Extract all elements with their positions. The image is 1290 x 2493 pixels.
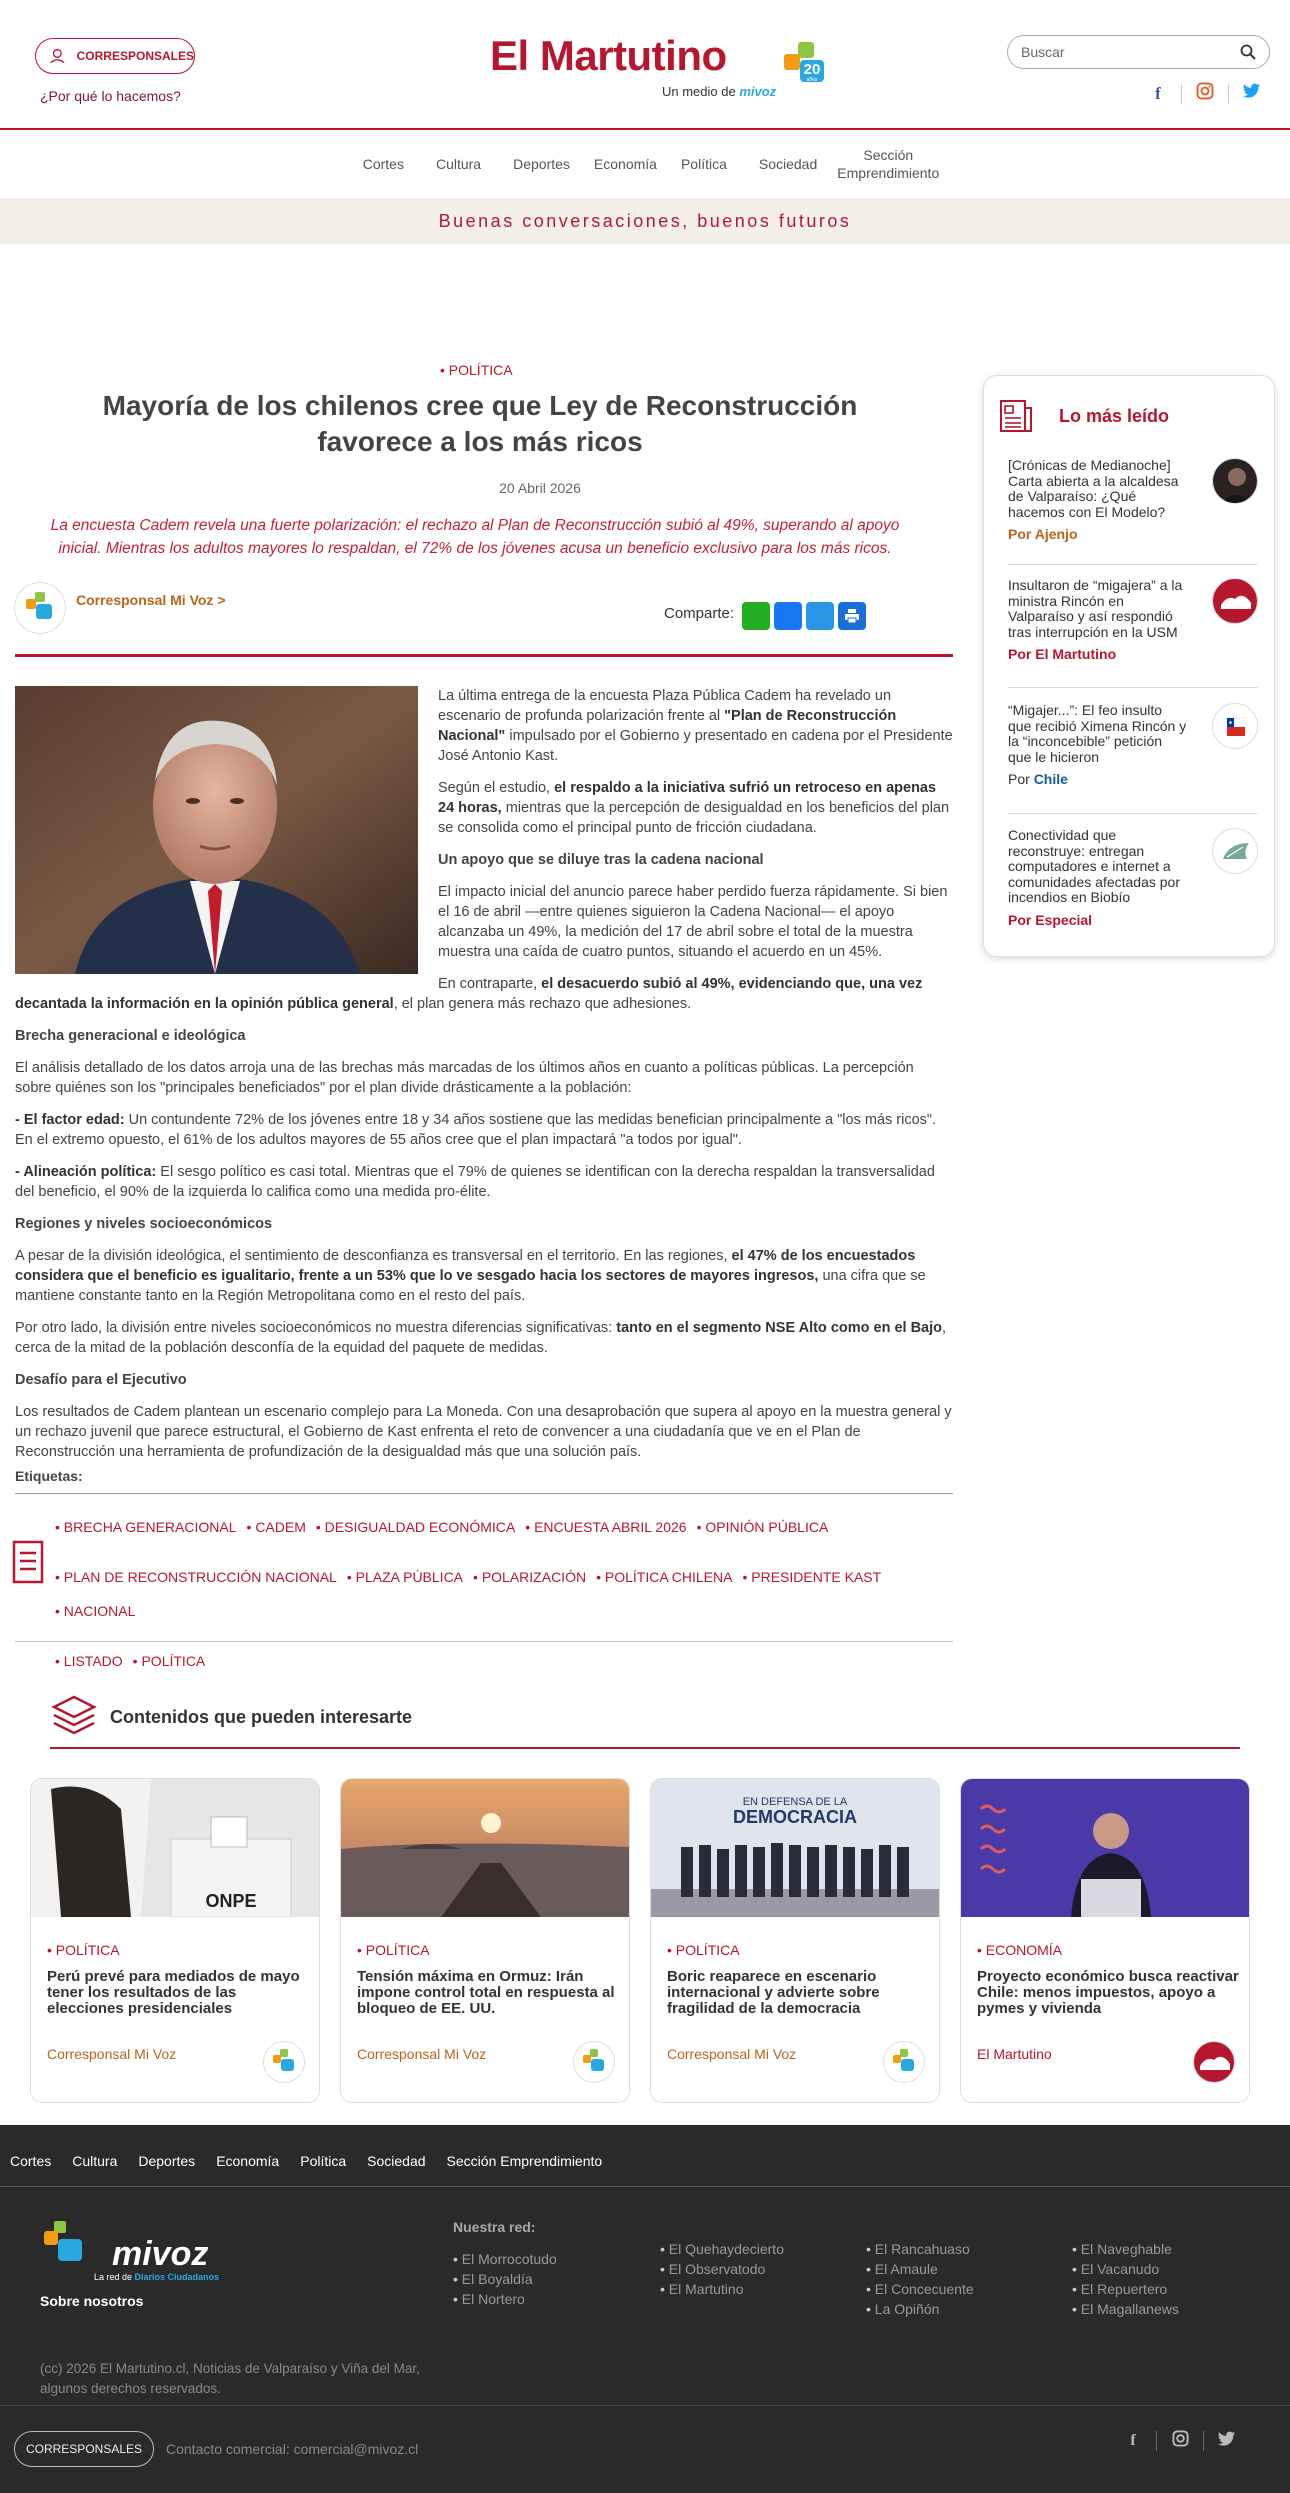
tag-link[interactable]: • OPINIÓN PÚBLICA (697, 1518, 829, 1536)
site-logo[interactable] (490, 32, 850, 107)
network-link[interactable]: • El Morrocotudo (453, 2249, 557, 2269)
author-link[interactable]: Corresponsal Mi Voz > (76, 592, 226, 608)
tags-label: Etiquetas: (15, 1468, 83, 1484)
most-read-panel (983, 375, 1275, 957)
layers-icon (50, 1693, 98, 1737)
card-category[interactable]: • ECONOMÍA (977, 1942, 1062, 1958)
card-title[interactable]: Proyecto económico busca reactivar Chile: menos impuestos, apoyo a pymes y vivienda (977, 1968, 1239, 2017)
network-link[interactable]: • El Rancahuaso (866, 2239, 974, 2259)
network-column (866, 2239, 974, 2319)
header-social-links (1135, 82, 1275, 105)
related-divider (50, 1747, 1240, 1749)
tag-link[interactable]: • ENCUESTA ABRIL 2026 (525, 1518, 686, 1536)
site-footer (0, 2125, 1290, 2493)
paragraph-7: - Alineación política: El sesgo político es casi total. Mientras que el 79% de quienes se identifican con la derecha respaldan la transversalidad del beneficio, el 90% de la izquierda lo califica como una medida pro-élite. (15, 1164, 935, 1200)
tag-link[interactable]: • BRECHA GENERACIONAL (55, 1518, 237, 1536)
print-icon (844, 608, 860, 624)
footer-social-links (1110, 2430, 1250, 2452)
correspondents-button[interactable] (35, 38, 195, 74)
article-header-divider (15, 654, 953, 657)
network-link[interactable]: • El Observatodo (660, 2259, 784, 2279)
footer-nav-item[interactable]: Sociedad (367, 2153, 426, 2169)
nav-item-politica[interactable]: Política (680, 156, 727, 172)
logo-speech-bubbles-icon (784, 42, 844, 102)
article-headline: Mayoría de los chilenos cree que Ley de Reconstrucción favorece a los más ricos (102, 390, 858, 457)
paragraph-1: La última entrega de la encuesta Plaza Pública Cadem ha revelado un escenario de profunda polarización frente al "Plan de Reconstrucción Nacional" impulsado por el Gobierno y presentado en cadena por el Presidente José Antonio Kast. (438, 688, 953, 764)
card-category[interactable]: • POLÍTICA (47, 1942, 120, 1958)
logo-subtitle (662, 84, 776, 99)
user-icon (48, 45, 67, 67)
footer-nav-item[interactable]: Cultura (72, 2153, 118, 2169)
subheading-executive: Desafío para el Ejecutivo (15, 1372, 187, 1388)
tag-list (55, 1518, 935, 1670)
card-image[interactable] (31, 1779, 319, 1917)
article-category[interactable]: • POLÍTICA (440, 362, 513, 378)
most-read-headline[interactable]: [Crónicas de Medianoche] Carta abierta a la alcaldesa de Valparaíso: ¿Qué hacemos con El Modelo? (1008, 457, 1179, 520)
facebook-share-button[interactable] (774, 602, 802, 630)
most-read-divider (1008, 564, 1258, 565)
network-link[interactable]: • El Martutino (660, 2279, 784, 2299)
card-title[interactable]: Boric reaparece en escenario internacional y advierte sobre fragilidad de la democracia (667, 1968, 880, 2017)
article-date: 20 Abril 2026 (499, 480, 581, 496)
most-read-headline[interactable]: Conectividad que reconstruye: entregan computadores e internet a comunidades afectadas por incendios en Biobío (1008, 827, 1180, 905)
instagram-icon[interactable] (1182, 82, 1228, 105)
paragraph-8: A pesar de la división ideológica, el sentimiento de desconfianza es transversal en el territorio. En las regiones, el 47% de los encuestados considera que el beneficio es igualitario, frente a un 53% que lo ve sesgado hacia los sectores de mayores ingresos, una cifra que se mantiene constante tanto en la Región Metropolitana como en el resto del país. (15, 1248, 926, 1304)
mivoz-logo-icon[interactable] (573, 2041, 615, 2083)
mivoz-logo-icon[interactable] (883, 2041, 925, 2083)
footer-nav-item[interactable]: Sección Emprendimiento (446, 2153, 603, 2169)
article-body (15, 686, 953, 1474)
paragraph-9: Por otro lado, la división entre niveles socioeconómicos no muestra diferencias significativas: tanto en el segmento NSE Alto como en el Bajo, cerca de la mitad de la población desconfía de la equidad del paquete de medidas. (15, 1320, 947, 1356)
card-image[interactable] (961, 1779, 1249, 1917)
network-link[interactable]: • El Amaule (866, 2259, 974, 2279)
article-photo (15, 686, 418, 974)
author-avatar[interactable] (14, 582, 66, 634)
nav-item-deportes[interactable]: Deportes (513, 156, 570, 172)
subheading-regions: Regiones y niveles socioeconómicos (15, 1216, 273, 1232)
tag-link[interactable]: • POLÍTICA CHILENA (596, 1568, 732, 1586)
paragraph-2: Según el estudio, el respaldo a la iniciativa sufrió un retroceso en apenas 24 horas, mientras que la percepción de desigualdad en los beneficios del plan se consolida como el principal punto de fricción ciudadana. (438, 780, 950, 836)
most-read-headline[interactable]: Insultaron de “migajera” a la ministra Rincón en Valparaíso y así respondió tras interrupción en la USM (1008, 577, 1183, 640)
network-column (1072, 2239, 1179, 2319)
tag-link[interactable]: • PLAN DE RECONSTRUCCIÓN NACIONAL (55, 1568, 337, 1586)
card-image[interactable] (341, 1779, 629, 1917)
tag-link[interactable]: • LISTADO (55, 1652, 123, 1670)
card-author[interactable]: Corresponsal Mi Voz (357, 2046, 487, 2062)
twitter-icon[interactable] (1204, 2431, 1250, 2452)
tag-link[interactable]: • POLARIZACIÓN (473, 1568, 586, 1586)
network-link[interactable]: • El Nortero (453, 2289, 557, 2309)
logo-sub-brand: mivoz (739, 84, 777, 99)
correspondents-label: CORRESPONSALES (76, 49, 194, 63)
footer-correspondents-button[interactable]: CORRESPONSALES (14, 2431, 154, 2467)
commercial-contact[interactable]: Contacto comercial: comercial@mivoz.cl (166, 2441, 419, 2457)
facebook-icon[interactable]: f (1155, 83, 1161, 103)
most-read-thumbnail[interactable] (1212, 458, 1258, 504)
search-icon[interactable] (1239, 43, 1257, 61)
search-placeholder: Buscar (1021, 44, 1065, 60)
most-read-title: Lo más leído (1059, 406, 1170, 426)
mivoz-logo-icon (15, 583, 67, 635)
most-read-author[interactable]: Por El Martutino (1008, 646, 1117, 662)
most-read-item[interactable] (1008, 828, 1258, 928)
card-category[interactable]: • POLÍTICA (667, 1942, 740, 1958)
network-link[interactable]: • El Boyaldía (453, 2269, 557, 2289)
facebook-icon[interactable]: f (1130, 2432, 1136, 2449)
network-link[interactable]: • El Repuertero (1072, 2279, 1179, 2299)
subheading-generational: Brecha generacional e ideológica (15, 1028, 246, 1044)
most-read-headline[interactable]: “Migajer...”: El feo insulto que recibió Ximena Rincón y la “inconcebible” petición que le hicieron (1008, 702, 1187, 765)
article-lead: La encuesta Cadem revela una fuerte polarización: el rechazo al Plan de Reconstrucción subió al 49%, superando al apoyo inicial. Mientras los adultos mayores lo respaldan, el 72% de los jóvenes acusa un beneficio exclusivo para los más ricos. (50, 517, 900, 557)
whatsapp-share-button[interactable] (742, 602, 770, 630)
nav-item-emprendimiento[interactable]: Sección Emprendimiento (837, 147, 940, 181)
related-card[interactable] (30, 1778, 320, 2103)
network-link[interactable]: • La Opiñón (866, 2299, 974, 2319)
site-tagline: Buenas conversaciones, buenos futuros (0, 198, 1290, 244)
svg-text:ONPE: ONPE (205, 1891, 257, 1911)
footer-nav-item[interactable]: Política (300, 2153, 347, 2169)
network-link[interactable]: • El Concecuente (866, 2279, 974, 2299)
nav-item-sociedad[interactable]: Sociedad (758, 156, 818, 172)
footer-nav-item[interactable]: Economía (216, 2153, 280, 2169)
print-share-button[interactable] (838, 602, 866, 630)
footer-brand-tagline: La red de Diarios Ciudadanos (94, 2272, 220, 2282)
svg-text:DEMOCRACIA: DEMOCRACIA (733, 1807, 857, 1827)
most-read-item[interactable] (1008, 578, 1258, 662)
tag-link[interactable]: • POLÍTICA (133, 1652, 206, 1670)
nav-item-cortes[interactable]: Cortes (362, 156, 404, 172)
nav-item-economia[interactable]: Economía (593, 156, 657, 172)
related-card[interactable] (960, 1778, 1250, 2103)
logo-badge-number: 20 (803, 61, 821, 78)
why-we-do-it-link[interactable]: ¿Por qué lo hacemos? (40, 88, 181, 104)
network-column (453, 2249, 557, 2309)
most-read-author[interactable]: Por Ajenjo (1008, 526, 1078, 542)
footer-nav (10, 2153, 602, 2169)
tag-link[interactable]: • PLAZA PÚBLICA (347, 1568, 463, 1586)
twitter-icon[interactable] (1229, 83, 1275, 104)
instagram-icon[interactable] (1157, 2430, 1203, 2452)
most-read-divider (1008, 813, 1258, 814)
about-link[interactable]: Sobre nosotros (40, 2293, 144, 2309)
related-section-title: Contenidos que pueden interesarte (110, 1707, 413, 1727)
tag-link[interactable]: • PRESIDENTE KAST (742, 1568, 881, 1586)
mivoz-logo-icon[interactable] (263, 2041, 305, 2083)
tag-link[interactable]: • CADEM (247, 1518, 306, 1536)
footer-divider (0, 2186, 1290, 2187)
network-link[interactable]: • El Quehaydecierto (660, 2239, 784, 2259)
mivoz-footer-logo[interactable] (40, 2217, 240, 2287)
card-title[interactable]: Tensión máxima en Ormuz: Irán impone control total en respuesta al bloqueo de EE. UU. (357, 1968, 615, 2017)
svg-text:EN DEFENSA DE LA: EN DEFENSA DE LA (742, 1796, 848, 1808)
tags-top-divider (15, 1493, 953, 1494)
tag-link[interactable]: • NACIONAL (55, 1602, 135, 1620)
paragraph-4: En contraparte, el desacuerdo subió al 49%, evidenciando que, una vez decantada la información en la opinión pública general, el plan genera más rechazo que adhesiones. (15, 976, 923, 1012)
chile-flag-icon[interactable] (1212, 703, 1258, 749)
share-label: Comparte: (664, 605, 735, 622)
footer-nav-item[interactable]: Deportes (138, 2153, 196, 2169)
most-read-author[interactable]: Por Chile (1008, 771, 1068, 787)
card-author[interactable]: El Martutino (977, 2046, 1052, 2062)
paragraph-6: - El factor edad: Un contundente 72% de los jóvenes entre 18 y 34 años sostiene que las medidas benefician principalmente a "los más ricos". En el extremo opuesto, el 61% de los adultos mayores de 55 años cree que el plan impactará "a todos por igual". (15, 1112, 937, 1148)
most-read-divider (1008, 687, 1258, 688)
el-martutino-logo-icon[interactable] (1212, 578, 1258, 624)
subheading-support: Un apoyo que se diluye tras la cadena nacional (438, 852, 764, 868)
most-read-item[interactable] (1008, 703, 1258, 787)
card-title[interactable]: Perú prevé para mediados de mayo tener los resultados de las elecciones presidenciales (47, 1968, 300, 2017)
footer-brand: mivoz (112, 2235, 209, 2273)
logo-title: El Martutino (490, 32, 727, 79)
related-card[interactable] (340, 1778, 630, 2103)
paragraph-10: Los resultados de Cadem plantean un escenario complejo para La Moneda. Con una desaprobación que supera al apoyo en la muestra general y un rechazo juvenil que parece estructural, el Gobierno de Kast enfrenta el reto de convencer a una ciudadanía que ve en el Plan de Reconstrucción una herramienta de profundización de la desigualdad más que una solución país. (15, 1404, 952, 1460)
network-link[interactable]: • El Naveghable (1072, 2239, 1179, 2259)
newspaper-icon (998, 398, 1034, 434)
main-nav (0, 130, 1290, 198)
paragraph-3: El impacto inicial del anuncio parece haber perdido fuerza rápidamente. Si bien el 16 de abril —entre quienes siguieron la Cadena Nacional— el apoyo alcanzaba un 49%, la medición del 17 de abril sobre el total de la muestra muestra una caída de cuatro puntos, situando el acuerdo en un 45%. (438, 884, 948, 960)
tag-link[interactable]: • DESIGUALDAD ECONÓMICA (316, 1518, 515, 1536)
tags-document-icon (12, 1540, 44, 1584)
footer-bottom-divider (0, 2405, 1290, 2406)
logo-sub-prefix: Un medio de (662, 84, 736, 99)
most-read-item[interactable] (1008, 458, 1258, 542)
search-input[interactable] (1007, 35, 1270, 69)
copyright-text: (cc) 2026 El Martutino.cl, Noticias de Valparaíso y Viña del Mar, algunos derechos reservados. (40, 2361, 420, 2396)
network-link[interactable]: • El Vacanudo (1072, 2259, 1179, 2279)
most-read-author[interactable]: Por Especial (1008, 911, 1093, 928)
twitter-share-button[interactable] (806, 602, 834, 630)
network-title: Nuestra red: (453, 2219, 536, 2235)
related-card[interactable] (650, 1778, 940, 2103)
especial-logo-icon[interactable] (1212, 828, 1258, 874)
logo-badge-sub: años (806, 77, 818, 83)
el-martutino-logo-icon[interactable] (1193, 2041, 1235, 2083)
paragraph-5: El análisis detallado de los datos arroja una de las brechas más marcadas de los últimos años en cuanto a políticas públicas. La percepción sobre quiénes son los "principales beneficiados" por el plan divide drásticamente a la población: (15, 1060, 914, 1096)
nav-item-cultura[interactable]: Cultura (435, 156, 482, 172)
card-image[interactable] (651, 1779, 939, 1917)
site-header (0, 0, 1290, 130)
card-author[interactable]: Corresponsal Mi Voz (47, 2046, 177, 2062)
network-column (660, 2239, 784, 2299)
network-link[interactable]: • El Magallanews (1072, 2299, 1179, 2319)
tags-bottom-divider (15, 1641, 953, 1642)
card-category[interactable]: • POLÍTICA (357, 1942, 430, 1958)
footer-nav-item[interactable]: Cortes (10, 2153, 52, 2169)
card-author[interactable]: Corresponsal Mi Voz (667, 2046, 797, 2062)
